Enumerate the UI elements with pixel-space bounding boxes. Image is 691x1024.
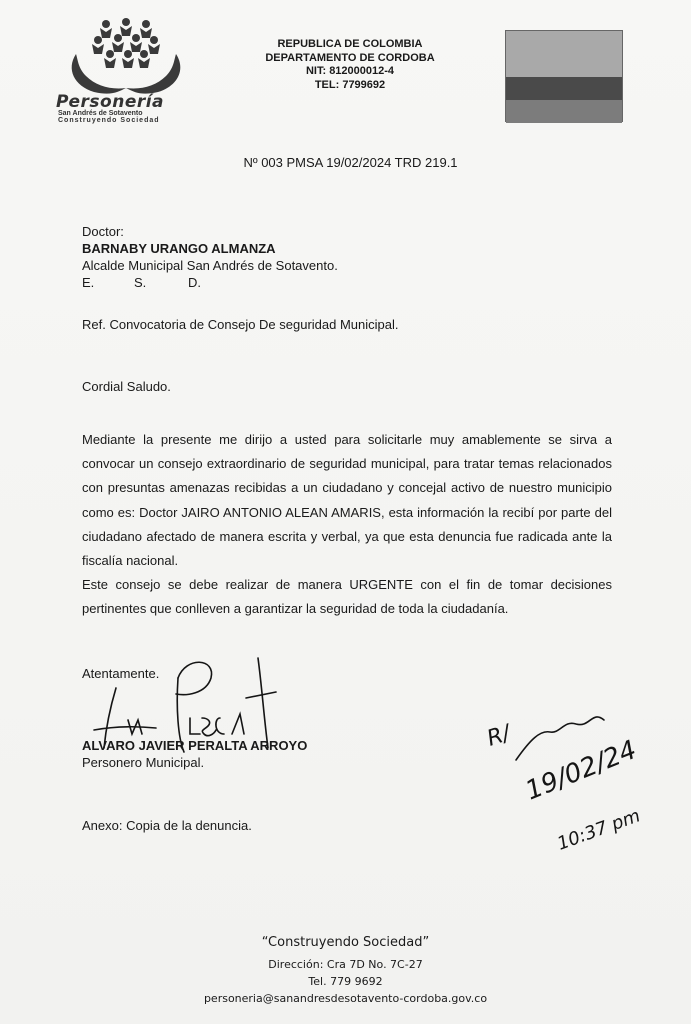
logo-name: Personería <box>56 92 165 112</box>
flag-stripe-bottom <box>506 100 622 123</box>
esd-e: E. <box>82 275 95 290</box>
received-time: 10:37 pm <box>554 805 644 855</box>
closing: Atentamente. <box>82 666 160 681</box>
flag-stripe-top <box>506 31 622 77</box>
addressee-block <box>82 223 338 291</box>
flag-icon <box>505 30 623 122</box>
nit-line: NIT: 812000012-4 <box>305 65 395 77</box>
letterhead <box>240 38 460 92</box>
body-paragraph-2: Este consejo se debe realizar de manera URGENTE con el fin de tomar decisiones pertinentes que conlleven a garantizar la seguridad de toda la ciudadanía. <box>82 577 612 617</box>
letter-body <box>82 428 612 622</box>
esd-line <box>82 274 338 291</box>
received-stamp <box>480 700 670 860</box>
footer <box>0 935 691 1007</box>
footer-email: personeria@sanandresdesotavento-cordoba.gov.co <box>203 992 488 1005</box>
subject-line: Ref. Convocatoria de Consejo De seguridad Municipal. <box>82 317 399 332</box>
addressee-title: Doctor: <box>82 224 124 239</box>
addressee-name: BARNABY URANGO ALMANZA <box>82 241 276 256</box>
annex-line: Anexo: Copia de la denuncia. <box>82 818 252 833</box>
flag-stripe-middle <box>506 77 622 100</box>
received-initials: R/ <box>484 720 514 752</box>
body-paragraph-1: Mediante la presente me dirijo a usted para solicitarle muy amablemente se sirva a convocar un consejo extraordinario de seguridad municipal, para tratar temas relacionados con presuntas amenazas recibidas a un ciudadano y concejal activo de nuestro municipio como es: Doctor JAIRO ANTONIO ALEAN AMARIS, esta información la recibí por parte del ciudadano afectado de manera escrita y verbal, ya que esta denuncia fue radicada ante la fiscalía nacional. <box>82 432 612 569</box>
department-line: DEPARTAMENTO DE CORDOBA <box>265 51 435 64</box>
logo-subtitle: San Andrés de Sotavento <box>58 110 143 117</box>
footer-address: Dirección: Cra 7D No. 7C-27 <box>268 958 423 971</box>
footer-phone: Tel. 779 9692 <box>308 975 383 988</box>
esd-s: S. <box>134 275 147 290</box>
signer-name: ALVARO JAVIER PERALTA ARROYO <box>82 738 308 753</box>
footer-slogan: “Construyendo Sociedad” <box>261 935 430 950</box>
received-date: 19/02/24 <box>521 734 641 807</box>
greeting: Cordial Saludo. <box>82 379 171 394</box>
signer-position: Personero Municipal. <box>82 755 205 770</box>
addressee-position: Alcalde Municipal San Andrés de Sotavento. <box>82 258 338 273</box>
country-line: REPUBLICA DE COLOMBIA <box>277 38 423 50</box>
tel-line: TEL: 7799692 <box>314 78 386 91</box>
esd-d: D. <box>188 275 201 290</box>
logo-motto: Construyendo Sociedad <box>58 117 160 124</box>
reference-number: Nº 003 PMSA 19/02/2024 TRD 219.1 <box>243 155 458 170</box>
signer-block <box>82 737 307 771</box>
